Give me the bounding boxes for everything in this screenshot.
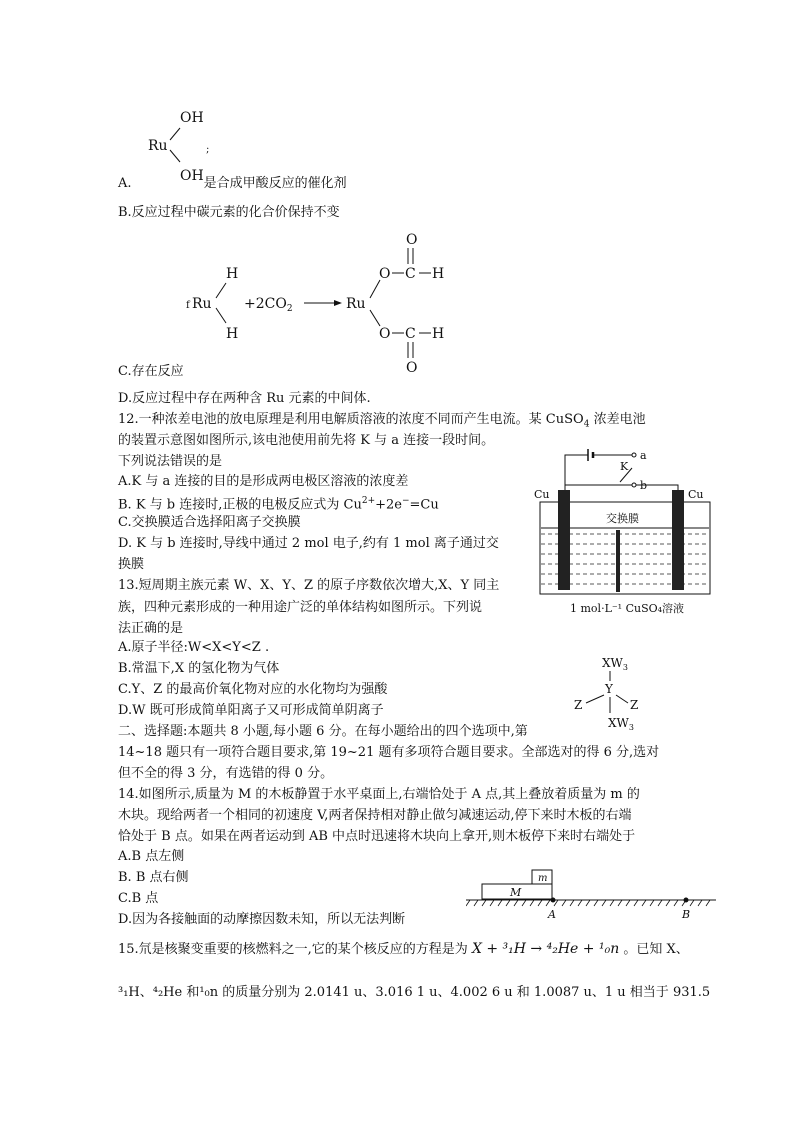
q13-option-d: D.W 既可形成简单阳离子又可形成简单阴离子 [118,703,384,718]
option-a-text: 是合成甲酸反应的催化剂 [203,176,347,191]
q12-option-a: A.K 与 a 连接的目的是形成两电极区溶液的浓度差 [118,474,409,489]
section2-line3: 但不全的得 3 分，有选错的得 0 分。 [118,766,334,781]
z-right: Z [630,698,639,712]
board-M-label: M [510,886,522,899]
carbonyl-o-bottom: O [406,360,418,376]
terminal-a-label: a [640,449,647,462]
terminal-a [632,453,636,457]
terminal-b [632,483,636,487]
cu-electrode-right-label: Cu [688,488,704,501]
q15-tail: 。已知 X、 [623,942,689,957]
q15-stem-line2: ³₁H、⁴₂He 和¹₀n 的质量分别为 2.0141 u、3.016 1 u、4.002 6 u 和 1.0087 u、1 u 相当于 931.5 [118,985,711,1000]
block-m-label: m [538,873,548,884]
q12-option-b: B. K 与 b 连接时,正极的电极反应式为 $Cu^{2+}+2e^-=Cu$ [118,496,439,513]
formate-h-top: H [432,266,445,282]
formate-o-bottom: O [379,326,391,342]
q12-option-d-line1: D. K 与 b 连接时,导线中通过 2 mol 电子,约有 1 mol 离子通过交 [118,536,499,551]
xw3-bottom: $XW_3$ [608,716,634,732]
q14-stem-line1: 14.如图所示,质量为 M 的木板静置于水平桌面上,右端恰处于 A 点,其上叠放着质量为 m 的 [118,787,640,802]
q13-option-a: A.原子半径:W<X<Y<Z . [118,640,270,655]
q14-option-d: D.因为各接触面的动摩擦因数未知，所以无法判断 [118,912,406,927]
switch-k-label: K [620,460,629,473]
q14-option-c: C.B 点 [118,891,159,906]
hydride-top: H [226,266,239,282]
q13-stem-line2: 族，四种元素形成的一种用途广泛的单体结构如图所示。下列说 [118,600,483,615]
left-mark: f [186,300,190,311]
point-B [684,898,689,903]
solution-label: 1 mol·L⁻¹ CuSO₄溶液 [570,602,685,615]
q15-stem-line1 [118,940,689,959]
exchange-membrane [616,530,620,592]
option-a-prefix: A. [118,176,132,191]
q12-option-d-line2: 换膜 [118,557,145,572]
carbonyl-o-top: O [406,232,418,248]
q11-option-d: D.反应过程中存在两种含 Ru 元素的中间体. [118,391,371,406]
q13-stem-line3: 法正确的是 [118,621,184,636]
cu-electrode-left-label: Cu [534,488,550,501]
q11-option-c: C.存在反应 [118,364,184,379]
section2-line2: 14~18 题只有一项符合题目要求,第 19~21 题有多项符合题目要求。全部选对的得 6 分,选对 [118,745,660,760]
section2-line1: 二、选择题:本题共 8 小题,每小题 6 分。在每小题给出的四个选项中,第 [118,724,528,739]
reaction-arrow [334,300,342,306]
q12-stem-line3: 下列说法错误的是 [118,454,223,469]
q14-option-a: A.B 点左侧 [118,849,185,864]
cu-electrode-left [558,490,570,590]
q12-stem-line2: 的装置示意图如图所示,该电池使用前先将 K 与 a 连接一段时间。 [118,433,495,448]
stray-mark: ; [206,144,210,155]
formate-c-top: C [405,266,416,282]
q11-option-b: B.反应过程中碳元素的化合价保持不变 [118,205,340,220]
z-left: Z [574,698,583,712]
point-B-label: B [682,908,691,921]
q14-stem-line3: 恰处于 B 点。如果在两者运动到 AB 中点时迅速将木块向上拿开,则木板停下来时右端处于 [118,829,636,844]
concentration-cell-figure [528,440,728,620]
plus-co2: $+2CO_2$ [244,296,293,314]
q14-option-b: B. B 点右侧 [118,870,189,885]
q15-text: 15.氘是核聚变重要的核燃料之一,它的某个核反应的方程是为 [118,942,468,957]
q13-option-b: B.常温下,X 的氢化物为气体 [118,661,280,676]
ru-atom-label: Ru [148,138,168,154]
product-ru: Ru [346,296,366,312]
q12-stem-line1: 12.一种浓差电池的放电原理是利用电解质溶液的浓度不同而产生电流。某 CuSO$_4$ 浓差电池 [118,412,646,430]
q13-stem-line1: 13.短周期主族元素 W、X、Y、Z 的原子序数依次增大,X、Y 同主 [118,578,500,593]
hydride-bottom: H [226,326,239,342]
q14-stem-line2: 木块。现给两者一个相同的初速度 V,两者保持相对静止做匀减速运动,停下来时木板的右端 [118,808,632,823]
y-center: Y [605,682,613,696]
board-block-figure [466,862,726,922]
oh-group-bottom: OH [180,168,204,184]
cu-electrode-right [672,490,684,590]
point-A [551,898,556,903]
point-A-label: A [548,908,556,921]
formate-c-bottom: C [405,326,416,342]
formate-o-top: O [379,266,391,282]
oh-group-top: OH [180,110,204,126]
ru-co2-reaction-figure [180,228,470,378]
q15-nuclear-equation: X + ³₁H → ⁴₂He + ¹₀n [471,941,620,957]
q12-option-c: C.交换膜适合选择阳离子交换膜 [118,515,301,530]
q11-option-a [118,174,347,193]
q13-option-c: C.Y、Z 的最高价氧化物对应的水化物均为强酸 [118,682,388,697]
monomer-structure-figure [560,645,670,740]
reactant-ru: Ru [192,296,212,312]
membrane-label: 交换膜 [606,512,639,525]
xw3-top: $XW_3$ [602,656,628,672]
terminal-b-label: b [640,479,648,492]
formate-h-bottom: H [432,326,445,342]
